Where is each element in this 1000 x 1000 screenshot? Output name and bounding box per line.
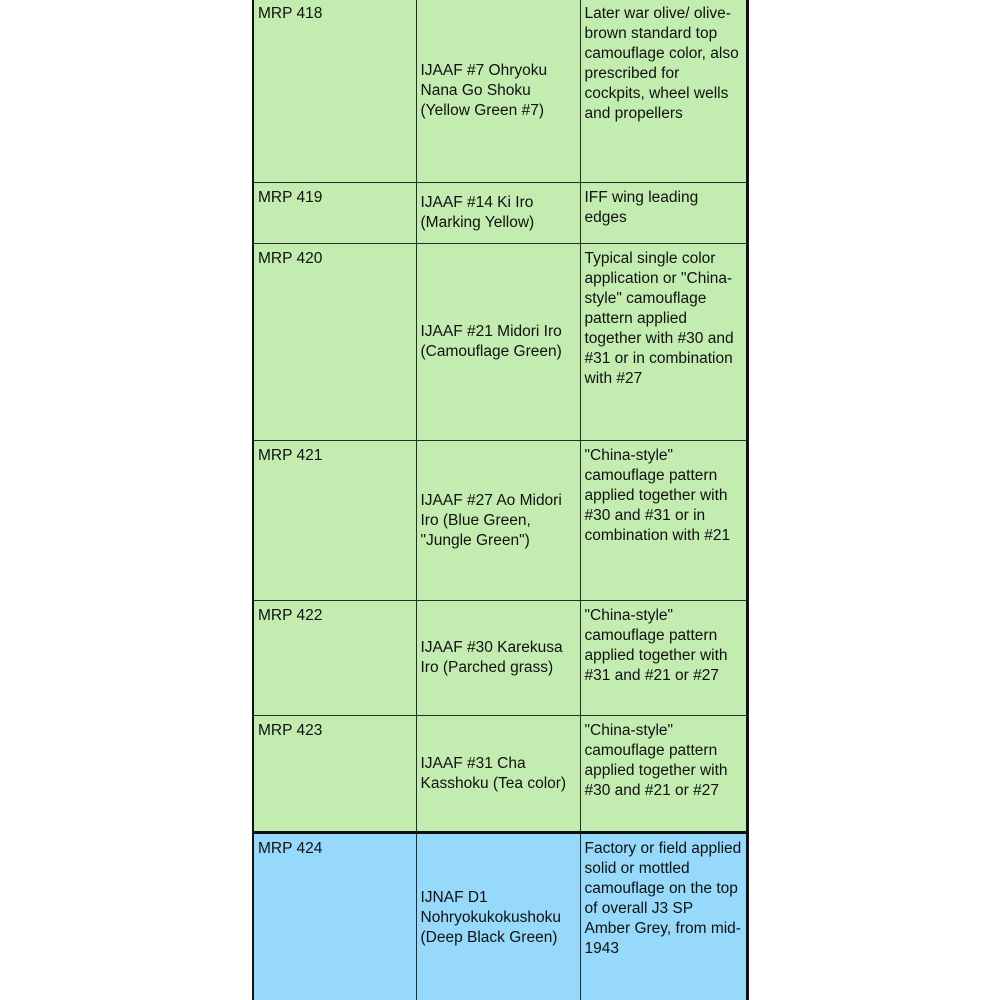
paint-usage-cell: Typical single color application or "China-style" camouflage pattern applied together with #30 and #31 or in combination with #27 [580, 244, 747, 441]
paint-name-cell: IJAAF #31 Cha Kasshoku (Tea color) [416, 716, 580, 833]
table-row [253, 716, 747, 833]
paint-reference-table [252, 0, 749, 1000]
table-row [253, 441, 747, 601]
paint-usage-cell: "China-style" camouflage pattern applied together with #30 and #31 or in combination with #21 [580, 441, 747, 601]
paint-usage-cell: Factory or field applied solid or mottled camouflage on the top of overall J3 SP Amber Grey, from mid-1943 [580, 833, 747, 1000]
paint-usage-cell: "China-style" camouflage pattern applied together with #30 and #21 or #27 [580, 716, 747, 833]
paint-name-cell: IJAAF #30 Karekusa Iro (Parched grass) [416, 601, 580, 716]
paint-code-cell: MRP 420 [253, 244, 416, 441]
paint-usage-cell: IFF wing leading edges [580, 183, 747, 244]
paint-code-cell: MRP 423 [253, 716, 416, 833]
paint-name-cell: IJAAF #21 Midori Iro (Camouflage Green) [416, 244, 580, 441]
paint-name-cell: IJAAF #14 Ki Iro (Marking Yellow) [416, 183, 580, 244]
paint-code-cell: MRP 421 [253, 441, 416, 601]
paint-name-cell: IJAAF #27 Ao Midori Iro (Blue Green, "Jungle Green") [416, 441, 580, 601]
table-row [253, 601, 747, 716]
paint-code-cell: MRP 424 [253, 833, 416, 1000]
paint-name-cell: IJNAF D1 Nohryokukokushoku (Deep Black Green) [416, 833, 580, 1000]
table-row [253, 183, 747, 244]
paint-code-cell: MRP 422 [253, 601, 416, 716]
table-row [253, 833, 747, 1000]
paint-usage-cell: Later war olive/ olive-brown standard top camouflage color, also prescribed for cockpits, wheel wells and propellers [580, 0, 747, 183]
paint-code-cell: MRP 418 [253, 0, 416, 183]
paint-code-cell: MRP 419 [253, 183, 416, 244]
table-row [253, 244, 747, 441]
paint-usage-cell: "China-style" camouflage pattern applied together with #31 and #21 or #27 [580, 601, 747, 716]
table-row [253, 0, 747, 183]
paint-name-cell: IJAAF #7 Ohryoku Nana Go Shoku (Yellow Green #7) [416, 0, 580, 183]
